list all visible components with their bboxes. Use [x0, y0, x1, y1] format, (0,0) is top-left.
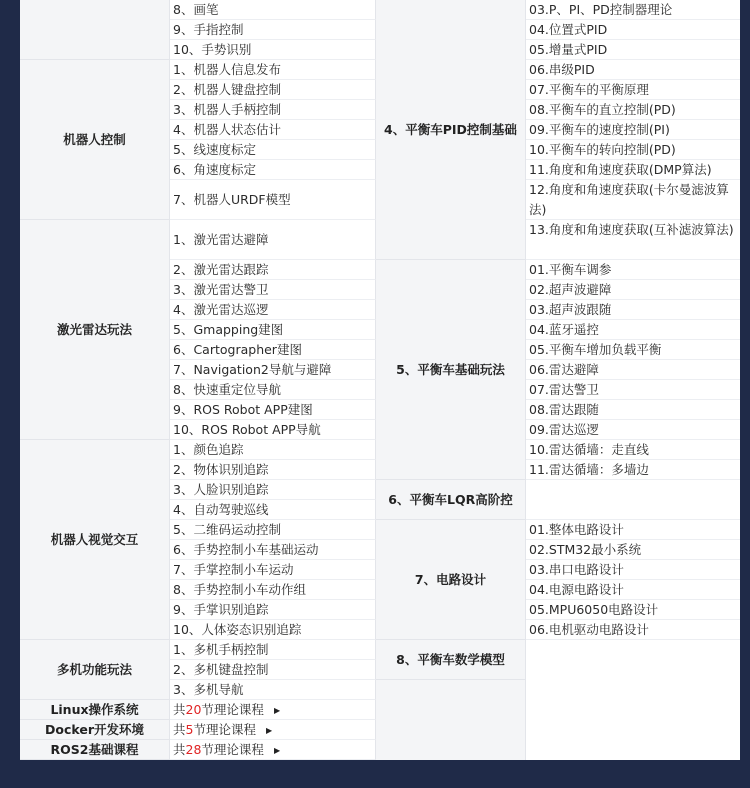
- course-count-number: 20: [185, 702, 202, 717]
- list-item: 5、二维码运动控制: [170, 520, 376, 540]
- list-item: 4、激光雷达巡逻: [170, 300, 376, 320]
- list-item: 7、Navigation2导航与避障: [170, 360, 376, 380]
- list-item: 4、机器人状态估计: [170, 120, 376, 140]
- list-item: 2、物体识别追踪: [170, 460, 376, 480]
- list-item: 5、线速度标定: [170, 140, 376, 160]
- list-item: 02.STM32最小系统: [526, 540, 740, 560]
- category-robot-control: 机器人控制: [20, 60, 170, 220]
- list-item: 06.电机驱动电路设计: [526, 620, 740, 640]
- list-item: 6、Cartographer建图: [170, 340, 376, 360]
- list-item: 06.雷达避障: [526, 360, 740, 380]
- list-item: 05.增量式PID: [526, 40, 740, 60]
- category-multi-robot: 多机功能玩法: [20, 640, 170, 700]
- list-item: 9、手掌识别追踪: [170, 600, 376, 620]
- list-item: 9、ROS Robot APP建图: [170, 400, 376, 420]
- list-item: 09.平衡车的速度控制(PI): [526, 120, 740, 140]
- list-item-empty: [526, 640, 740, 760]
- list-item: 7、机器人URDF模型: [170, 180, 376, 220]
- list-item: 1、多机手柄控制: [170, 640, 376, 660]
- caret-right-icon: ▶: [273, 746, 281, 755]
- list-item: 06.串级PID: [526, 60, 740, 80]
- list-item: 10.平衡车的转向控制(PD): [526, 140, 740, 160]
- caret-right-icon: ▶: [273, 706, 281, 715]
- list-item: 3、激光雷达警卫: [170, 280, 376, 300]
- list-item: 03.超声波跟随: [526, 300, 740, 320]
- list-item: 2、激光雷达跟踪: [170, 260, 376, 280]
- list-item: 7、手掌控制小车运动: [170, 560, 376, 580]
- list-item: 09.雷达巡逻: [526, 420, 740, 440]
- caret-right-icon: ▶: [265, 726, 273, 735]
- section-circuit: 7、电路设计: [376, 520, 526, 640]
- course-count-ros2[interactable]: [170, 740, 376, 760]
- list-item: 05.平衡车增加负载平衡: [526, 340, 740, 360]
- list-item: 04.位置式PID: [526, 20, 740, 40]
- list-item: 04.电源电路设计: [526, 580, 740, 600]
- course-count-suffix: 节理论课程: [193, 722, 256, 737]
- section-math-model: 8、平衡车数学模型: [376, 640, 526, 680]
- list-item: 6、手势控制小车基础运动: [170, 540, 376, 560]
- list-item: 3、人脸识别追踪: [170, 480, 376, 500]
- course-table: [20, 0, 740, 760]
- section-pid-basics: 4、平衡车PID控制基础: [376, 0, 526, 260]
- list-item: 02.超声波避障: [526, 280, 740, 300]
- course-count-linux[interactable]: [170, 700, 376, 720]
- list-item: 11.雷达循墙：多墙边: [526, 460, 740, 480]
- list-item: 5、Gmapping建图: [170, 320, 376, 340]
- list-item: 4、自动驾驶巡线: [170, 500, 376, 520]
- list-item: 2、机器人键盘控制: [170, 80, 376, 100]
- course-count-docker[interactable]: [170, 720, 376, 740]
- category-lidar: 激光雷达玩法: [20, 220, 170, 440]
- list-item: 08.雷达跟随: [526, 400, 740, 420]
- list-item: 01.平衡车调参: [526, 260, 740, 280]
- list-item: 12.角度和角速度获取(卡尔曼滤波算法): [526, 180, 740, 220]
- list-item: 10、手势识别: [170, 40, 376, 60]
- list-item: 10、ROS Robot APP导航: [170, 420, 376, 440]
- list-item: 10、人体姿态识别追踪: [170, 620, 376, 640]
- list-item: 08.平衡车的直立控制(PD): [526, 100, 740, 120]
- list-item: 3、多机导航: [170, 680, 376, 700]
- list-item: 9、手指控制: [170, 20, 376, 40]
- list-item: 1、颜色追踪: [170, 440, 376, 460]
- section-lqr: 6、平衡车LQR高阶控: [376, 480, 526, 520]
- list-item: 03.串口电路设计: [526, 560, 740, 580]
- list-item: 13.角度和角速度获取(互补滤波算法): [526, 220, 740, 260]
- section-basic-play: 5、平衡车基础玩法: [376, 260, 526, 480]
- course-count-suffix: 节理论课程: [201, 702, 264, 717]
- list-item: 1、激光雷达避障: [170, 220, 376, 260]
- list-item: 01.整体电路设计: [526, 520, 740, 540]
- list-item: 07.平衡车的平衡原理: [526, 80, 740, 100]
- category-vision: 机器人视觉交互: [20, 440, 170, 640]
- list-item: 2、多机键盘控制: [170, 660, 376, 680]
- category-linux: Linux操作系统: [20, 700, 170, 720]
- list-item: 3、机器人手柄控制: [170, 100, 376, 120]
- course-count-prefix: 共: [173, 742, 186, 757]
- section-empty: [376, 680, 526, 760]
- list-item: 10.雷达循墙：走直线: [526, 440, 740, 460]
- category-docker: Docker开发环境: [20, 720, 170, 740]
- course-count-prefix: 共: [173, 702, 186, 717]
- list-item: 04.蓝牙遥控: [526, 320, 740, 340]
- list-item: 8、手势控制小车动作组: [170, 580, 376, 600]
- course-count-number: 28: [185, 742, 202, 757]
- list-item: 03.P、PI、PD控制器理论: [526, 0, 740, 20]
- list-item: 07.雷达警卫: [526, 380, 740, 400]
- list-item: 11.角度和角速度获取(DMP算法): [526, 160, 740, 180]
- course-count-suffix: 节理论课程: [201, 742, 264, 757]
- course-count-number: 5: [185, 722, 194, 737]
- list-item: 8、画笔: [170, 0, 376, 20]
- category-ros2: ROS2基础课程: [20, 740, 170, 760]
- list-item: 6、角速度标定: [170, 160, 376, 180]
- list-item: 05.MPU6050电路设计: [526, 600, 740, 620]
- list-item: 1、机器人信息发布: [170, 60, 376, 80]
- category-cell-top: [20, 0, 170, 60]
- course-count-prefix: 共: [173, 722, 186, 737]
- list-item-empty: [526, 480, 740, 520]
- list-item: 8、快速重定位导航: [170, 380, 376, 400]
